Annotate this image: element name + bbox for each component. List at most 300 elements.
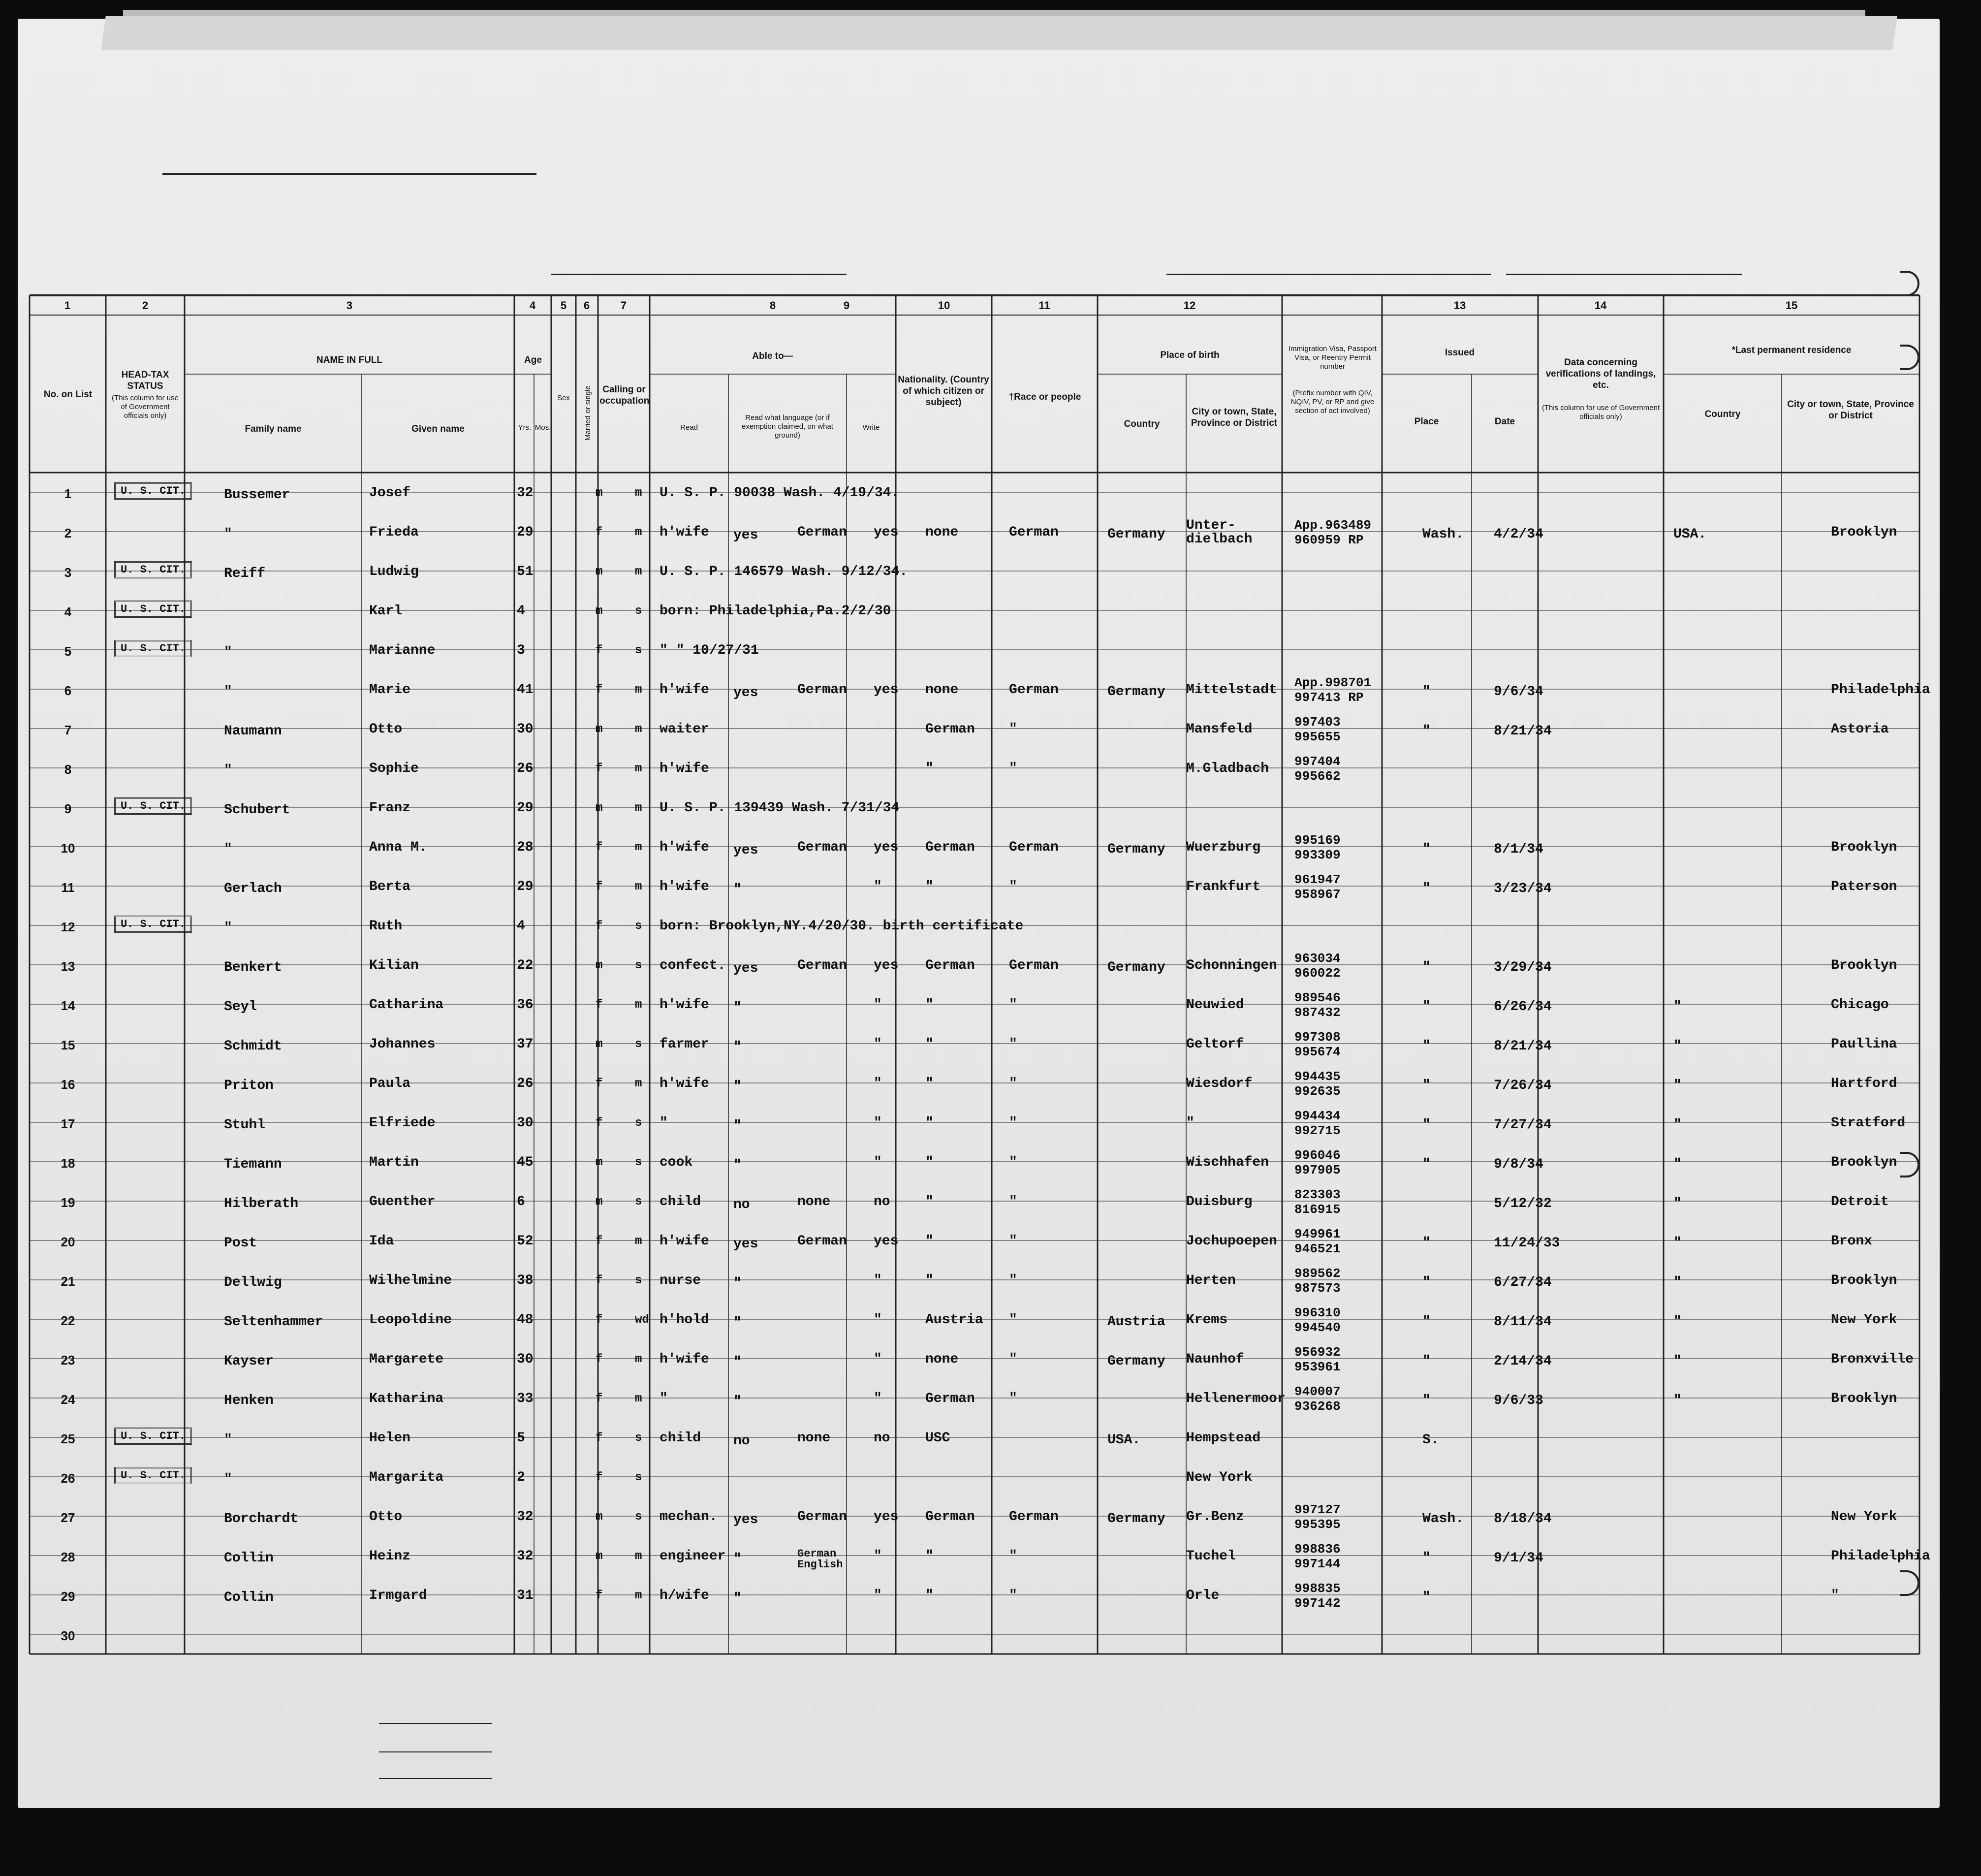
- residence-country: USA.: [1673, 527, 1707, 542]
- age-years: 38: [517, 1273, 534, 1288]
- issued-date: 8/18/34: [1494, 1511, 1552, 1526]
- marital-status: m: [635, 526, 642, 539]
- column-number: 7: [620, 299, 627, 312]
- family-name: Stuhl: [224, 1117, 266, 1133]
- header-given-name: Given name: [411, 424, 465, 434]
- issued-date: 7/26/34: [1494, 1078, 1552, 1093]
- can-read: ": [733, 1355, 742, 1370]
- can-read: yes: [733, 1512, 758, 1527]
- family-name: Hilberath: [224, 1196, 299, 1211]
- marital-status: m: [635, 486, 642, 500]
- sex: f: [596, 998, 603, 1012]
- sex: m: [596, 723, 603, 736]
- marital-status: s: [635, 644, 642, 657]
- can-read: yes: [733, 528, 758, 543]
- read-language: German: [797, 525, 847, 540]
- sex: f: [596, 1589, 603, 1602]
- row-number: 23: [61, 1353, 75, 1367]
- given-name: Karl: [369, 604, 403, 619]
- occupation: ": [660, 1115, 668, 1131]
- row-number: 12: [61, 920, 75, 934]
- aliens-underline: [379, 1778, 492, 1779]
- can-read: ": [733, 1158, 742, 1173]
- marital-status: wd: [635, 1313, 649, 1327]
- given-name: Wilhelmine: [369, 1273, 452, 1288]
- sex: m: [596, 1550, 603, 1563]
- sex: f: [596, 1116, 603, 1130]
- read-language: German: [797, 682, 847, 698]
- issued-place: ": [1422, 684, 1431, 700]
- row-number: 6: [64, 683, 72, 698]
- residence-city: Bronxville: [1831, 1352, 1914, 1367]
- header-read-language: Read what language (or if exemption claimed, on what ground): [742, 413, 833, 440]
- marital-status: m: [635, 1353, 642, 1366]
- can-read: ": [733, 1315, 742, 1331]
- issued-place: ": [1422, 724, 1431, 739]
- given-name: Helen: [369, 1431, 411, 1446]
- header-verifications: Data concerning verifications of landings, etc.: [1545, 357, 1656, 390]
- given-name: Katharina: [369, 1391, 444, 1406]
- birth-country: Germany: [1107, 1354, 1165, 1369]
- sex: f: [596, 1274, 603, 1287]
- residence-city: New York: [1831, 1509, 1897, 1525]
- family-name: Bussemer: [224, 487, 290, 503]
- occupation: h'wife: [660, 879, 709, 894]
- occupation: nurse: [660, 1273, 701, 1288]
- occupation: h'wife: [660, 1076, 709, 1091]
- sex: f: [596, 1235, 603, 1248]
- can-write: ": [874, 1115, 882, 1131]
- visa-number: 997127 995395: [1294, 1502, 1341, 1532]
- nationality: German: [925, 958, 975, 973]
- can-write: yes: [874, 958, 899, 973]
- age-years: 5: [517, 1431, 525, 1446]
- age-years: 6: [517, 1194, 525, 1209]
- visa-number: 996310 994540: [1294, 1305, 1341, 1335]
- family-name: ": [224, 645, 232, 660]
- can-write: ": [874, 1312, 882, 1328]
- issued-date: 9/6/34: [1494, 684, 1543, 700]
- marital-status: m: [635, 1550, 642, 1563]
- can-write: yes: [874, 525, 899, 540]
- read-language: German: [797, 1509, 847, 1525]
- can-read: ": [733, 1591, 742, 1606]
- row-number: 13: [61, 959, 75, 974]
- race: ": [1009, 1352, 1017, 1367]
- residence-city: Bronx: [1831, 1234, 1873, 1249]
- visa-number: 994434 992715: [1294, 1109, 1341, 1138]
- age-years: 26: [517, 1076, 534, 1091]
- header-family-name: Family name: [245, 424, 302, 434]
- given-name: Catharina: [369, 997, 444, 1013]
- given-name: Ida: [369, 1234, 394, 1249]
- column-number: 8: [769, 299, 776, 312]
- row-number: 4: [64, 604, 72, 619]
- birth-city: Mittelstadt: [1186, 682, 1277, 698]
- race: ": [1009, 1037, 1017, 1052]
- age-years: 32: [517, 485, 534, 501]
- nationality: ": [925, 1549, 934, 1564]
- family-name: Schmidt: [224, 1039, 282, 1054]
- row-number: 17: [61, 1116, 75, 1131]
- marital-status: s: [635, 959, 642, 972]
- birth-city: Mansfeld: [1186, 722, 1253, 737]
- issued-date: 8/21/34: [1494, 1039, 1552, 1054]
- birth-city: Tuchel: [1186, 1549, 1236, 1564]
- given-name: Ruth: [369, 919, 403, 934]
- sex: m: [596, 1156, 603, 1169]
- birth-city: Wischhafen: [1186, 1155, 1269, 1170]
- column-number: 10: [938, 299, 950, 312]
- marital-status: m: [635, 801, 642, 815]
- marital-status: s: [635, 1431, 642, 1445]
- occupation: U. S. P. 139439 Wash. 7/31/34: [660, 800, 900, 816]
- race: ": [1009, 1391, 1017, 1406]
- row-number: 1: [64, 486, 72, 501]
- sex: f: [596, 880, 603, 893]
- issued-place: ": [1422, 1314, 1431, 1330]
- sex: m: [596, 959, 603, 972]
- race: ": [1009, 1312, 1017, 1328]
- residence-country: ": [1673, 999, 1682, 1015]
- birth-city: Wuerzburg: [1186, 840, 1261, 855]
- can-write: ": [874, 1273, 882, 1288]
- age-years: 32: [517, 1549, 534, 1564]
- visa-number: 994435 992635: [1294, 1069, 1341, 1099]
- given-name: Frieda: [369, 525, 419, 540]
- family-name: Collin: [224, 1551, 274, 1566]
- header-issued-place: Place: [1414, 416, 1439, 427]
- residence-country: ": [1673, 1078, 1682, 1093]
- can-write: yes: [874, 840, 899, 855]
- occupation: h/wife: [660, 1588, 709, 1603]
- can-read: ": [733, 1552, 742, 1567]
- header-place-of-birth: Place of birth: [1160, 350, 1220, 360]
- issued-date: 4/2/34: [1494, 527, 1543, 542]
- can-read: no: [733, 1197, 750, 1212]
- family-name: Schubert: [224, 802, 290, 818]
- sex: m: [596, 1038, 603, 1051]
- citizens-underline: [379, 1751, 492, 1752]
- residence-country: ": [1673, 1157, 1682, 1172]
- us-citizen-stamp: U. S. CIT.: [114, 1467, 192, 1484]
- visa-number: 998835 997142: [1294, 1581, 1341, 1611]
- age-years: 36: [517, 997, 534, 1013]
- family-name: Priton: [224, 1078, 274, 1093]
- us-citizen-stamp: U. S. CIT.: [114, 640, 192, 657]
- visa-number: 963034 960022: [1294, 951, 1341, 981]
- sex: f: [596, 920, 603, 933]
- column-number: 9: [843, 299, 850, 312]
- visa-number: 995169 993309: [1294, 833, 1341, 862]
- occupation: h'wife: [660, 525, 709, 540]
- issued-place: ": [1422, 1157, 1431, 1172]
- header-last-residence: *Last permanent residence: [1731, 345, 1852, 355]
- occupation: farmer: [660, 1037, 709, 1052]
- can-write: yes: [874, 1509, 899, 1525]
- occupation: h'wife: [660, 682, 709, 698]
- family-name: Post: [224, 1236, 257, 1251]
- read-language: German: [797, 840, 847, 855]
- row-number: 30: [61, 1628, 75, 1643]
- marital-status: m: [635, 683, 642, 697]
- header-calling: Calling or occupation: [599, 384, 650, 406]
- row-number: 8: [64, 762, 72, 777]
- race: ": [1009, 1115, 1017, 1131]
- sex: f: [596, 1353, 603, 1366]
- birth-country: Germany: [1107, 842, 1165, 857]
- row-number: 26: [61, 1471, 75, 1486]
- sex: f: [596, 644, 603, 657]
- nationality: German: [925, 1509, 975, 1525]
- occupation: child: [660, 1194, 701, 1209]
- marital-status: s: [635, 1510, 642, 1524]
- race: ": [1009, 722, 1017, 737]
- can-write: yes: [874, 1234, 899, 1249]
- given-name: Leopoldine: [369, 1312, 452, 1328]
- occupation: U. S. P. 90038 Wash. 4/19/34.: [660, 485, 900, 501]
- us-citizen-stamp: U. S. CIT.: [114, 916, 192, 933]
- can-write: ": [874, 1391, 882, 1406]
- residence-city: Brooklyn: [1831, 1155, 1897, 1170]
- header-birth-city: City or town, State, Province or District: [1191, 407, 1278, 428]
- can-write: no: [874, 1431, 890, 1446]
- can-write: ": [874, 1352, 882, 1367]
- sex: f: [596, 1431, 603, 1445]
- residence-city: ": [1831, 1588, 1839, 1603]
- marital-status: m: [635, 998, 642, 1012]
- row-number: 10: [61, 841, 75, 856]
- header-age: Age: [524, 355, 542, 365]
- row-number: 25: [61, 1431, 75, 1446]
- marital-status: s: [635, 1471, 642, 1484]
- race: ": [1009, 1076, 1017, 1091]
- read-language: German: [797, 958, 847, 973]
- issued-place: ": [1422, 1551, 1431, 1566]
- column-number: 2: [142, 299, 149, 312]
- residence-country: ": [1673, 1236, 1682, 1251]
- age-years: 26: [517, 761, 534, 776]
- birth-city: Hempstead: [1186, 1431, 1261, 1446]
- sex: f: [596, 1077, 603, 1090]
- column-number: 14: [1594, 299, 1607, 312]
- row-number: 21: [61, 1274, 75, 1289]
- residence-country: ": [1673, 1117, 1682, 1133]
- given-name: Martin: [369, 1155, 419, 1170]
- row-number: 15: [61, 1038, 75, 1052]
- marital-status: m: [635, 762, 642, 775]
- given-name: Anna M.: [369, 840, 427, 855]
- occupation: born: Brooklyn,NY.4/20/30. birth certificate: [660, 919, 1024, 934]
- header-visa-note: (Prefix number with QIV, NQIV, PV, or RP and give section of act involved): [1290, 389, 1375, 415]
- nationality: USC: [925, 1431, 950, 1446]
- total-underline: [379, 1723, 492, 1724]
- can-read: ": [733, 1040, 742, 1055]
- family-name: Seyl: [224, 999, 257, 1015]
- given-name: Josef: [369, 485, 411, 501]
- nationality: none: [925, 525, 959, 540]
- nationality: ": [925, 1194, 934, 1209]
- header-residence-city: City or town, State, Province or District: [1787, 399, 1914, 421]
- family-name: ": [224, 763, 232, 778]
- can-read: ": [733, 882, 742, 897]
- family-name: Collin: [224, 1590, 274, 1605]
- issued-place: ": [1422, 1393, 1431, 1408]
- family-name: Benkert: [224, 960, 282, 975]
- age-years: 4: [517, 919, 525, 934]
- age-years: 30: [517, 1115, 534, 1131]
- birth-city: Herten: [1186, 1273, 1236, 1288]
- birth-city: M.Gladbach: [1186, 761, 1269, 776]
- given-name: Margarita: [369, 1470, 444, 1485]
- column-number: 13: [1453, 299, 1466, 312]
- visa-number: 996046 997905: [1294, 1148, 1341, 1177]
- can-write: ": [874, 879, 882, 894]
- residence-city: New York: [1831, 1312, 1897, 1328]
- visa-number: 949961 946521: [1294, 1227, 1341, 1256]
- us-citizen-stamp: U. S. CIT.: [114, 797, 192, 815]
- marital-status: s: [635, 1195, 642, 1208]
- row-number: 20: [61, 1235, 75, 1249]
- header-issued: Issued: [1445, 348, 1475, 358]
- age-years: 22: [517, 958, 534, 973]
- family-name: ": [224, 1432, 232, 1448]
- given-name: Marie: [369, 682, 411, 698]
- age-years: 33: [517, 1391, 534, 1406]
- race: ": [1009, 1588, 1017, 1603]
- issued-place: ": [1422, 1117, 1431, 1133]
- nationality: German: [925, 722, 975, 737]
- age-years: 41: [517, 682, 534, 698]
- column-number: 5: [560, 299, 567, 312]
- header-visa: Immigration Visa, Passport Visa, or Reentry Permit number: [1289, 345, 1377, 371]
- visa-number: App.998701 997413 RP: [1294, 675, 1372, 705]
- age-years: 2: [517, 1470, 525, 1485]
- family-name: ": [224, 527, 232, 542]
- occupation: " " 10/27/31: [660, 643, 759, 658]
- age-years: 37: [517, 1037, 534, 1052]
- birth-city: Gr.Benz: [1186, 1509, 1244, 1525]
- row-number: 5: [64, 644, 72, 659]
- nationality: none: [925, 682, 959, 698]
- age-years: 28: [517, 840, 534, 855]
- sex: f: [596, 1471, 603, 1484]
- visa-number: 989546 987432: [1294, 990, 1341, 1020]
- birth-city: Unter- dielbach: [1186, 518, 1253, 547]
- can-write: ": [874, 1588, 882, 1603]
- column-number: 15: [1785, 299, 1798, 312]
- can-read: no: [733, 1433, 750, 1449]
- given-name: Paula: [369, 1076, 411, 1091]
- occupation: h'hold: [660, 1312, 709, 1328]
- row-number: 2: [64, 526, 72, 541]
- row-number: 16: [61, 1077, 75, 1092]
- birth-city: New York: [1186, 1470, 1253, 1485]
- nationality: ": [925, 1037, 934, 1052]
- header-able-to: Able to—: [752, 351, 793, 361]
- marital-status: s: [635, 920, 642, 933]
- given-name: Johannes: [369, 1037, 436, 1052]
- birth-city: Frankfurt: [1186, 879, 1261, 894]
- birth-city: Krems: [1186, 1312, 1228, 1328]
- column-number: 4: [529, 299, 536, 312]
- occupation: confect.: [660, 958, 726, 973]
- given-name: Ludwig: [369, 564, 419, 579]
- header-write: Write: [862, 423, 880, 432]
- issued-place: ": [1422, 842, 1431, 857]
- row-number: 7: [64, 723, 72, 737]
- can-write: ": [874, 1076, 882, 1091]
- us-citizen-stamp: U. S. CIT.: [114, 1428, 192, 1445]
- can-read: ": [733, 1079, 742, 1094]
- can-write: no: [874, 1194, 890, 1209]
- sex: f: [596, 762, 603, 775]
- header-verifications-note: (This column for use of Government officials only): [1541, 404, 1660, 421]
- marital-status: m: [635, 1235, 642, 1248]
- age-years: 29: [517, 525, 534, 540]
- residence-country: ": [1673, 1314, 1682, 1330]
- occupation: cook: [660, 1155, 693, 1170]
- occupation: mechan.: [660, 1509, 718, 1525]
- header-head-tax-note: (This column for use of Government officials only): [112, 394, 179, 420]
- issued-place: ": [1422, 999, 1431, 1015]
- occupation: engineer: [660, 1549, 726, 1564]
- family-name: Dellwig: [224, 1275, 282, 1290]
- column-number: 6: [583, 299, 590, 312]
- us-citizen-stamp: U. S. CIT.: [114, 561, 192, 578]
- row-number: 29: [61, 1589, 75, 1604]
- column-number: 12: [1183, 299, 1196, 312]
- occupation: ": [660, 1391, 668, 1406]
- race: ": [1009, 879, 1017, 894]
- issued-date: 5/12/32: [1494, 1196, 1552, 1211]
- race: ": [1009, 1234, 1017, 1249]
- residence-city: Detroit: [1831, 1194, 1889, 1209]
- row-number: 27: [61, 1510, 75, 1525]
- occupation: h'wife: [660, 1352, 709, 1367]
- issued-place: ": [1422, 1275, 1431, 1290]
- can-read: ": [733, 1118, 742, 1134]
- age-years: 30: [517, 722, 534, 737]
- residence-city: Brooklyn: [1831, 525, 1897, 540]
- birth-city: Schonningen: [1186, 958, 1277, 973]
- issued-place: ": [1422, 960, 1431, 975]
- header-married-or-single: Married or single: [584, 385, 592, 441]
- age-years: 29: [517, 879, 534, 894]
- residence-city: Philadelphia: [1831, 1549, 1930, 1564]
- issued-place: ": [1422, 1236, 1431, 1251]
- birth-city: Wiesdorf: [1186, 1076, 1253, 1091]
- given-name: Irmgard: [369, 1588, 427, 1603]
- visa-number: 989562 987573: [1294, 1266, 1341, 1296]
- issued-place: Wash.: [1422, 527, 1464, 542]
- birth-city: Orle: [1186, 1588, 1220, 1603]
- nationality: ": [925, 997, 934, 1013]
- row-number: 22: [61, 1313, 75, 1328]
- age-years: 3: [517, 643, 525, 658]
- issued-date: 9/8/34: [1494, 1157, 1543, 1172]
- can-write: ": [874, 997, 882, 1013]
- header-head-tax: HEAD-TAX STATUS: [121, 370, 169, 391]
- age-years: 51: [517, 564, 534, 579]
- race: German: [1009, 958, 1059, 973]
- birth-country: Germany: [1107, 684, 1165, 700]
- row-number: 18: [61, 1156, 75, 1171]
- occupation: born: Philadelphia,Pa.2/2/30: [660, 604, 891, 619]
- column-number: 3: [346, 299, 353, 312]
- issued-place: ": [1422, 881, 1431, 896]
- given-name: Margarete: [369, 1352, 444, 1367]
